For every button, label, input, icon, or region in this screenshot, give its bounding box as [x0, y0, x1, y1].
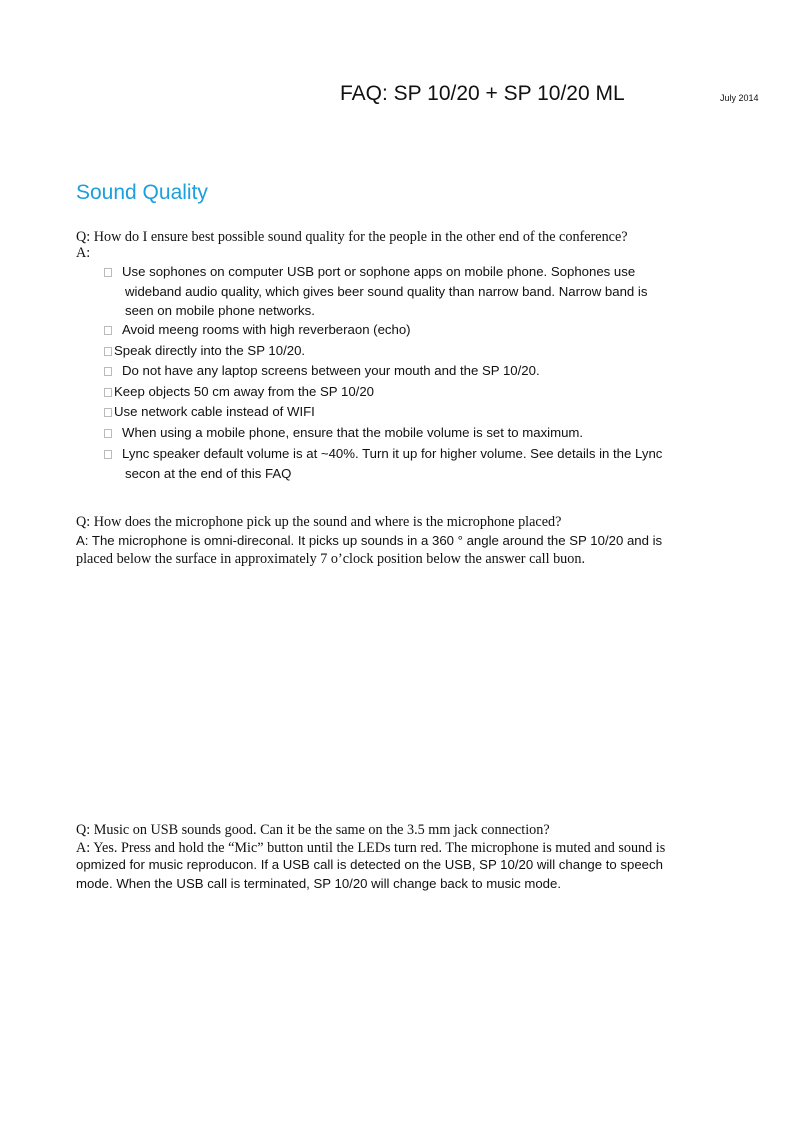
list-item: Keep objects 50 cm away from the SP 10/20 [104, 384, 374, 399]
faq-answer-prefix: A: [76, 245, 91, 261]
list-item-continuation: seen on mobile phone networks. [125, 303, 315, 318]
bullet-glyph-icon [104, 429, 112, 438]
bullet-glyph-icon [104, 268, 112, 277]
faq-answer: A: The microphone is omni-direconal. It picks up sounds in a 360 ° angle around the SP 10/20 and is [76, 533, 663, 548]
list-item: Speak directly into the SP 10/20. [104, 343, 305, 358]
document-date: July 2014 [720, 93, 759, 103]
list-item: Avoid meeng rooms with high reverberaon (echo) [104, 322, 411, 337]
section-heading: Sound Quality [76, 181, 208, 204]
bullet-glyph-icon [104, 326, 112, 335]
list-item-continuation: wideband audio quality, which gives beer sound quality than narrow band. Narrow band is [125, 284, 648, 299]
bullet-glyph-icon [104, 408, 112, 417]
list-item: Use sophones on computer USB port or sophone apps on mobile phone. Sophones use [104, 264, 635, 279]
list-item: Do not have any laptop screens between your mouth and the SP 10/20. [104, 363, 540, 378]
faq-answer: mode. When the USB call is terminated, SP 10/20 will change back to music mode. [76, 876, 562, 891]
list-item: Use network cable instead of WIFI [104, 404, 315, 419]
list-item: Lync speaker default volume is at ~40%. Turn it up for higher volume. See details in the Lync [104, 446, 662, 461]
list-item: When using a mobile phone, ensure that the mobile volume is set to maximum. [104, 425, 583, 440]
bullet-glyph-icon [104, 367, 112, 376]
bullet-glyph-icon [104, 388, 112, 397]
faq-answer: opmized for music reproducon. If a USB call is detected on the USB, SP 10/20 will change to speech [76, 857, 663, 872]
bullet-glyph-icon [104, 450, 112, 459]
page-title: FAQ: SP 10/20 + SP 10/20 ML [340, 82, 625, 105]
faq-question: Q: How do I ensure best possible sound quality for the people in the other end of the conference? [76, 229, 628, 245]
faq-question: Q: Music on USB sounds good. Can it be the same on the 3.5 mm jack connection? [76, 822, 550, 838]
bullet-glyph-icon [104, 347, 112, 356]
faq-question: Q: How does the microphone pick up the sound and where is the microphone placed? [76, 514, 562, 530]
faq-answer: A: Yes. Press and hold the “Mic” button until the LEDs turn red. The microphone is muted and sound is [76, 840, 666, 856]
faq-answer: placed below the surface in approximately 7 o’clock position below the answer call buon. [76, 551, 586, 567]
list-item-continuation: secon at the end of this FAQ [125, 466, 292, 481]
